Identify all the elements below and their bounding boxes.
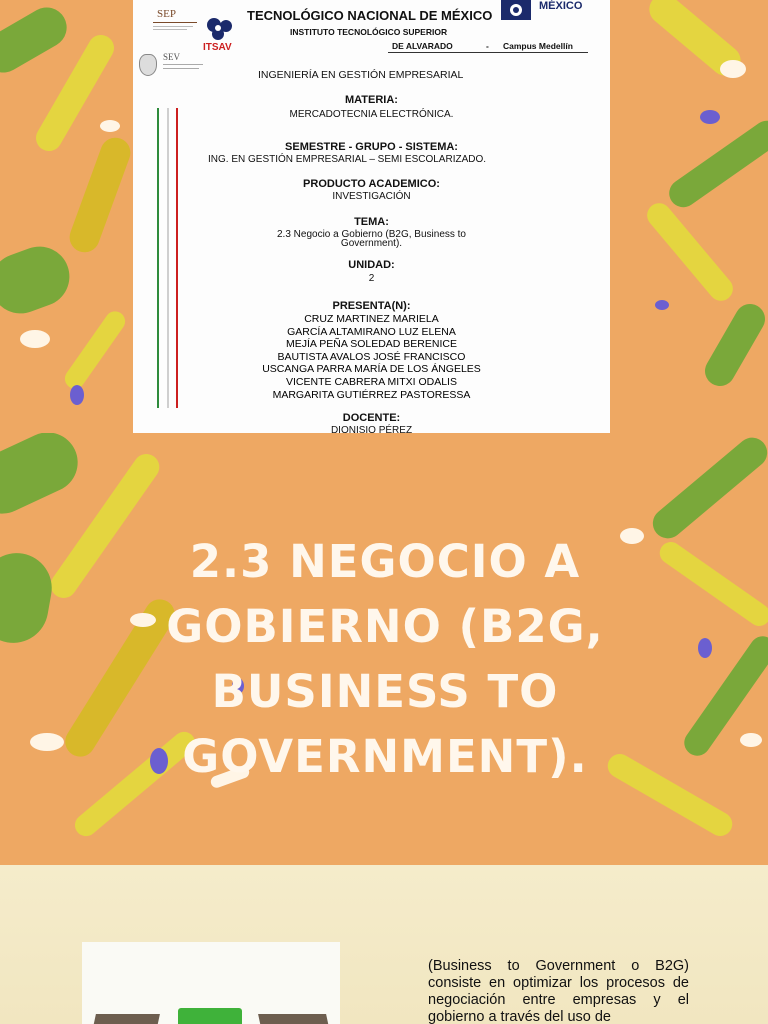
slide-definition	[0, 865, 768, 1024]
presenter-name: GARCÍA ALTAMIRANO LUZ ELENA	[287, 325, 456, 338]
presenter-name: USCANGA PARRA MARÍA DE LOS ÁNGELES	[262, 363, 481, 376]
presenta-label: PRESENTA(N):	[332, 300, 411, 312]
unidad-label: UNIDAD:	[348, 259, 395, 271]
paint-splash	[740, 733, 762, 747]
sep-logo-line	[153, 29, 187, 30]
career-name: INGENIERÍA EN GESTIÓN EMPRESARIAL	[258, 69, 464, 81]
paint-splash	[0, 548, 57, 649]
cover-document-page	[133, 0, 610, 433]
slide-cover	[0, 0, 768, 433]
paint-splash	[30, 733, 64, 751]
tecnm-logo-text: MÉXICO	[539, 0, 583, 12]
tecnm-logo	[499, 0, 610, 26]
presenter-name: CRUZ MARTINEZ MARIELA	[304, 313, 439, 325]
docente-label: DOCENTE:	[342, 412, 401, 424]
semestre-value: ING. EN GESTIÓN EMPRESARIAL – SEMI ESCOLARIZADO.	[208, 154, 487, 165]
header-rule	[388, 52, 588, 53]
docente-value: DIONISIO PÉREZ	[330, 425, 413, 433]
tema-value-line2: Government).	[340, 238, 403, 249]
paint-splash	[655, 300, 669, 310]
tecnm-gear-icon	[499, 0, 533, 26]
paint-splash	[700, 299, 768, 392]
paint-splash	[0, 0, 74, 80]
institution-subtitle: INSTITUTO TECNOLÓGICO SUPERIOR	[290, 27, 448, 37]
slide-heading	[140, 529, 630, 789]
paint-splash	[100, 120, 120, 132]
sep-logo-text: SEP	[157, 8, 176, 20]
heading-line: 2.3 NEGOCIO A	[189, 535, 581, 588]
illustration-image	[82, 942, 340, 1024]
sep-logo-line	[153, 26, 193, 27]
heading-line: GOBIERNO (B2G,	[166, 600, 604, 653]
paint-splash	[0, 238, 78, 322]
illustration-block-right	[258, 1014, 330, 1024]
paint-splash	[720, 60, 746, 78]
campus-separator: -	[486, 41, 489, 51]
paint-splash	[0, 433, 88, 523]
paint-splash	[655, 538, 768, 631]
sev-logo-line	[163, 64, 203, 65]
paint-splash	[65, 133, 134, 256]
sev-logo-text: SEV	[163, 52, 181, 62]
tema-label: TEMA:	[354, 216, 389, 228]
tema-value-line1: 2.3 Negocio a Gobierno (B2G, Business to	[277, 229, 466, 240]
institution-title: TECNOLÓGICO NACIONAL DE MÉXICO	[247, 8, 493, 23]
presenter-name: BAUTISTA AVALOS JOSÉ FRANCISCO	[277, 350, 466, 363]
materia-label: MATERIA:	[345, 94, 398, 106]
paint-splash	[70, 385, 84, 405]
sep-logo	[143, 2, 201, 36]
campus-right: Campus Medellín	[503, 41, 573, 51]
itsav-logo-text: ITSAV	[203, 42, 232, 53]
definition-paragraph: (Business to Government o B2G) consiste en optimizar los procesos de negociación entre empresas y el gobierno a través del uso de	[428, 958, 689, 1024]
presenter-name: MARGARITA GUTIÉRREZ PASTORESSA	[272, 388, 471, 401]
paint-splash	[647, 433, 768, 544]
heading-line: BUSINESS TO	[211, 665, 559, 718]
heading-line: GOVERNMENT).	[182, 730, 588, 783]
paint-splash	[20, 330, 50, 348]
itsav-emblem-icon	[205, 16, 235, 42]
sev-emblem-icon	[139, 54, 157, 76]
paint-splash	[698, 638, 712, 658]
paint-splash	[664, 115, 768, 213]
sev-logo	[137, 52, 207, 78]
presenter-name: VICENTE CABRERA MITXI ODALIS	[286, 375, 457, 388]
illustration-block-left	[92, 1014, 160, 1024]
campus-left: DE ALVARADO	[392, 41, 453, 51]
presenter-name: MEJÍA PEÑA SOLEDAD BERENICE	[286, 338, 457, 351]
paint-splash	[642, 198, 738, 305]
producto-value: INVESTIGACIÓN	[332, 191, 411, 202]
producto-label: PRODUCTO ACADEMICO:	[303, 178, 440, 190]
paint-splash	[700, 110, 720, 124]
itsav-logo	[203, 16, 243, 56]
unidad-value: 2	[368, 273, 375, 284]
slide-title	[0, 433, 768, 865]
sep-logo-line	[153, 22, 197, 23]
materia-value: MERCADOTECNIA ELECTRÓNICA.	[289, 109, 454, 120]
illustration-block-center	[178, 1008, 242, 1024]
semestre-label: SEMESTRE - GRUPO - SISTEMA:	[285, 141, 458, 153]
paint-splash	[61, 307, 129, 392]
presenters-list	[133, 313, 610, 401]
sev-logo-line	[163, 68, 199, 69]
